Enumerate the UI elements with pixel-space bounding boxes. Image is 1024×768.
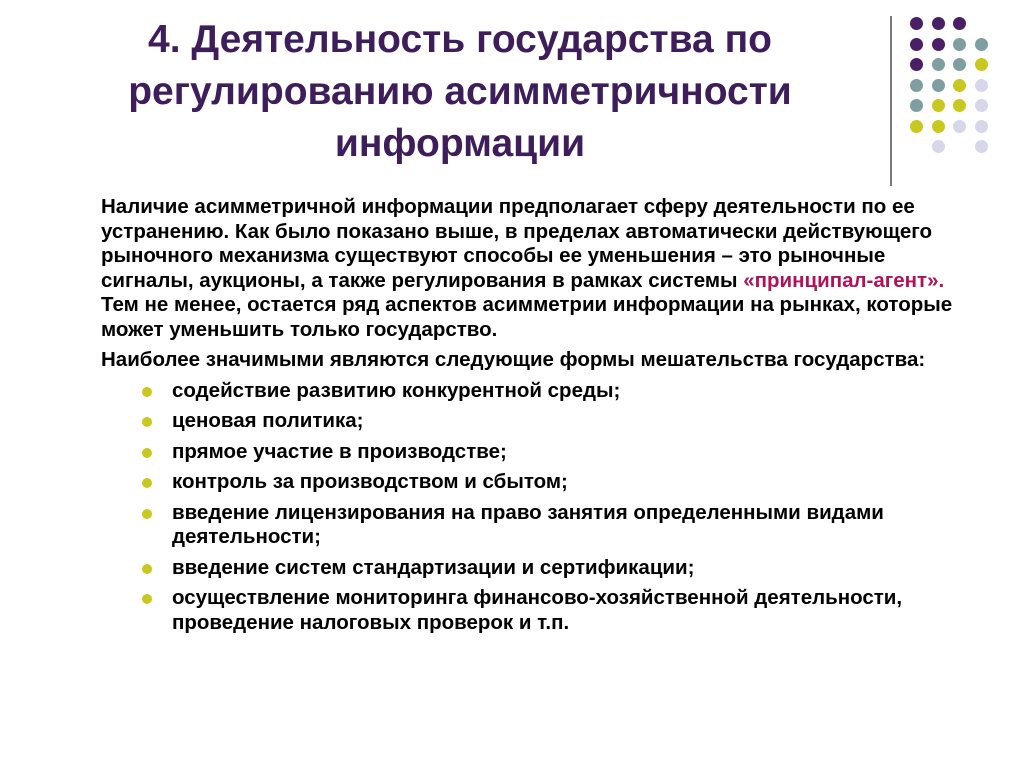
decorative-dot-teal bbox=[953, 58, 966, 71]
decorative-dot-lavender bbox=[953, 120, 966, 133]
decorative-dot-lavender bbox=[975, 99, 988, 112]
decorative-dot-purple bbox=[953, 17, 966, 30]
list-item bbox=[172, 586, 981, 635]
list-item-text: осуществление мониторинга финансово-хозяйственной деятельности, проведение налоговых проверок и т.п. bbox=[172, 586, 903, 634]
list-item-text: введение лицензирования на право занятия определенными видами деятельности; bbox=[172, 500, 884, 548]
slide-body bbox=[101, 195, 981, 641]
decorative-dot-teal bbox=[932, 58, 945, 71]
title-line-3: информации bbox=[334, 122, 586, 165]
bullet-dot-icon bbox=[142, 417, 152, 427]
title-divider bbox=[890, 16, 892, 186]
decorative-dot-yellow bbox=[932, 120, 945, 133]
bullet-dot-icon bbox=[142, 387, 152, 397]
decorative-dot-lavender bbox=[975, 79, 988, 92]
intro-text-end: Тем не менее, остается ряд аспектов асимметрии информации на рынках, которые может уменьшить только государство. bbox=[101, 293, 953, 341]
list-item-text: ценовая политика; bbox=[172, 409, 364, 432]
list-item bbox=[172, 409, 981, 434]
bullet-dot-icon bbox=[142, 448, 152, 458]
decorative-dot-yellow bbox=[975, 58, 988, 71]
list-item bbox=[172, 556, 981, 581]
list-item bbox=[172, 470, 981, 495]
decorative-dot-purple bbox=[932, 17, 945, 30]
decorative-dot-teal bbox=[910, 79, 923, 92]
slide-title bbox=[40, 14, 880, 170]
decorative-dot-purple bbox=[910, 38, 923, 51]
title-line-1: 4. Деятельность государства по bbox=[148, 18, 772, 61]
decorative-dot-yellow bbox=[932, 99, 945, 112]
decorative-dot-purple bbox=[910, 58, 923, 71]
forms-intro-paragraph: Наиболее значимыми являются следующие формы мешательства государства: bbox=[101, 348, 926, 371]
decorative-dot-yellow bbox=[910, 120, 923, 133]
decorative-dot-purple bbox=[910, 17, 923, 30]
list-item-text: введение систем стандартизации и сертификации; bbox=[172, 555, 695, 579]
decorative-dot-yellow bbox=[953, 99, 966, 112]
bullet-dot-icon bbox=[142, 564, 152, 574]
decorative-dot-lavender bbox=[975, 140, 988, 153]
list-item bbox=[172, 501, 981, 550]
decorative-dot-lavender bbox=[932, 140, 945, 153]
decorative-dot-teal bbox=[932, 79, 945, 92]
list-item-text: прямое участие в производстве; bbox=[172, 439, 507, 463]
list-item bbox=[172, 379, 981, 404]
decorative-dot-teal bbox=[975, 38, 988, 51]
bullet-dot-icon bbox=[142, 509, 152, 519]
decorative-dot-yellow bbox=[953, 79, 966, 92]
decorative-dot-teal bbox=[910, 99, 923, 112]
bullet-dot-icon bbox=[142, 594, 152, 604]
intro-text-start: Наличие асимметричной информации предполагает сферу деятельности по ее устранению. Как было показано выше, в пределах автоматически действующего рыночного механизма существуют способы ее уменьшения – это рыночные сигналы, аукционы, а также регулирования в рамках системы bbox=[101, 195, 933, 292]
decorative-dot-teal bbox=[953, 38, 966, 51]
decorative-dot-lavender bbox=[975, 120, 988, 133]
list-item-text: содействие развитию конкурентной среды; bbox=[172, 378, 621, 402]
title-line-2: регулированию асимметричности bbox=[128, 70, 792, 113]
bullet-dot-icon bbox=[142, 478, 152, 488]
list-item-text: контроль за производством и сбытом; bbox=[172, 470, 568, 493]
principal-agent-highlight: «принципал-агент». bbox=[743, 268, 945, 292]
list-item bbox=[172, 440, 981, 465]
intervention-forms-list bbox=[101, 379, 981, 636]
decorative-dot-purple bbox=[932, 38, 945, 51]
intro-paragraph bbox=[101, 195, 981, 342]
